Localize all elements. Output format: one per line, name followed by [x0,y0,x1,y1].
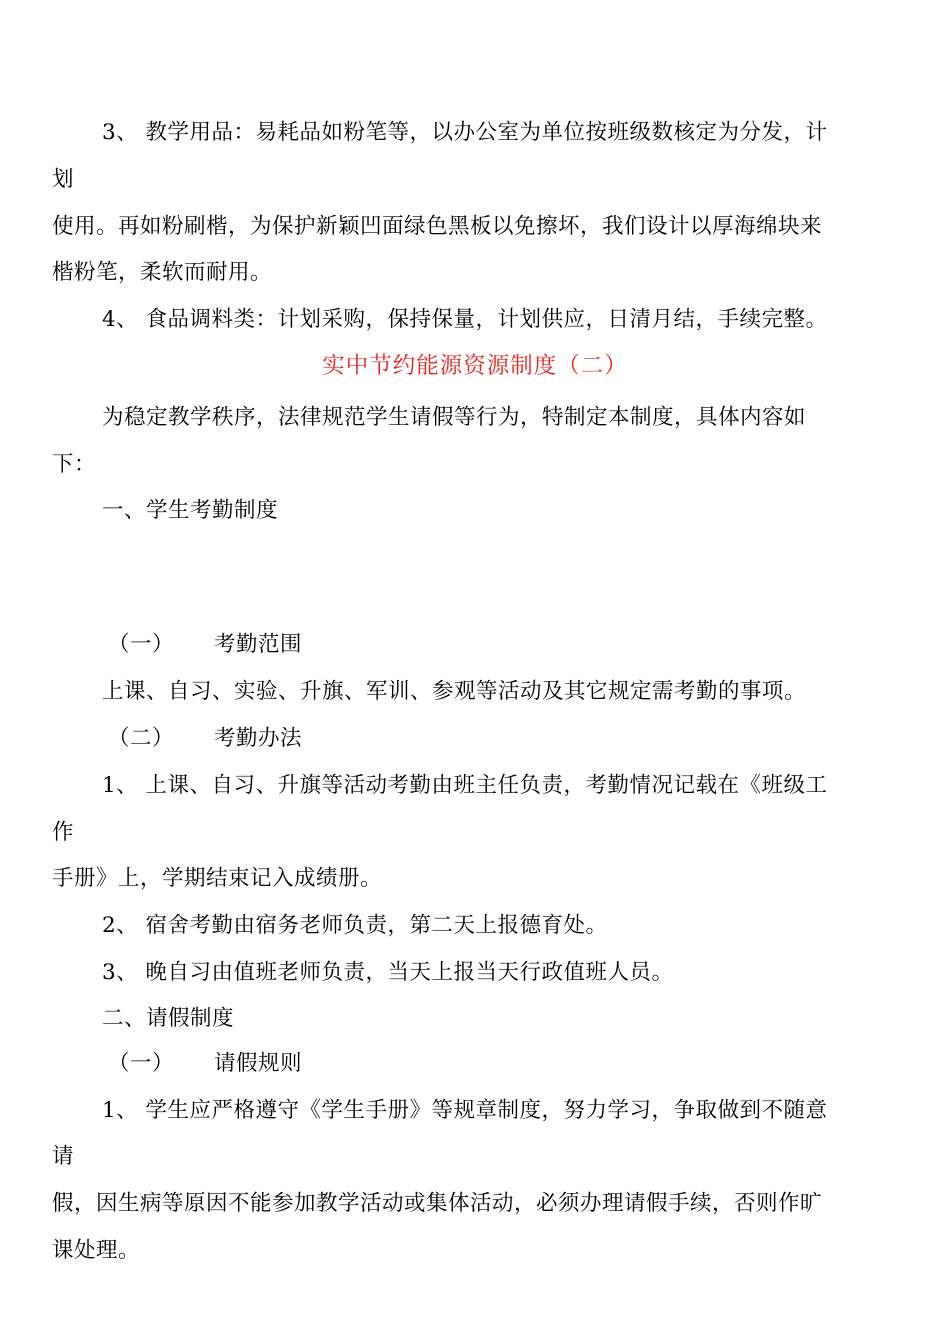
paragraph-line: 楷粉笔，柔软而耐用。 [52,260,273,285]
paragraph-line: 3、 晚自习由值班老师负责，当天上报当天行政值班人员。 [102,960,674,985]
paragraph-line: 划 [52,167,75,192]
paragraph-line: 1、 学生应严格遵守《学生手册》等规章制度，努力学习，争取做到不随意 [102,1098,828,1123]
paragraph-line: 手册》上，学期结束记入成绩册。 [52,866,383,891]
paragraph-line: 假，因生病等原因不能参加教学活动或集体活动，必须办理请假手续，否则作旷 [52,1191,823,1216]
subsection-heading: 考勤办法 [214,726,303,751]
paragraph-line: 课处理。 [52,1238,141,1263]
paragraph-line: 4、 食品调料类：计划采购，保持保量，计划供应，日清月结，手续完整。 [102,307,828,332]
subsection-number: （二） [108,726,175,751]
paragraph-line: 请 [52,1144,75,1169]
paragraph-line: 3、 教学用品：易耗品如粉笔等，以办公室为单位按班级数核定为分发，计 [102,120,828,145]
section-heading: 一、学生考勤制度 [102,498,279,523]
paragraph-line: 上课、自习、实验、升旗、军训、参观等活动及其它规定需考勤的事项。 [102,679,807,704]
document-title: 实中节约能源资源制度（二） [322,353,628,379]
paragraph-line: 2、 宿舍考勤由宿务老师负责，第二天上报德育处。 [102,913,608,938]
paragraph-line: 使用。再如粉刷楷，为保护新颖凹面绿色黑板以免擦坏，我们设计以厚海绵块来 [52,214,823,239]
paragraph-line: 下： [52,452,97,477]
paragraph-line: 1、 上课、自习、升旗等活动考勤由班主任负责，考勤情况记载在《班级工 [102,773,828,798]
subsection-heading: 请假规则 [214,1051,303,1076]
section-heading: 二、请假制度 [102,1006,235,1031]
subsection-number: （一） [108,1051,175,1076]
subsection-heading: 考勤范围 [214,632,303,657]
subsection-number: （一） [108,632,175,657]
paragraph-line: 作 [52,820,75,845]
paragraph-line: 为稳定教学秩序，法律规范学生请假等行为，特制定本制度，具体内容如 [102,405,807,430]
